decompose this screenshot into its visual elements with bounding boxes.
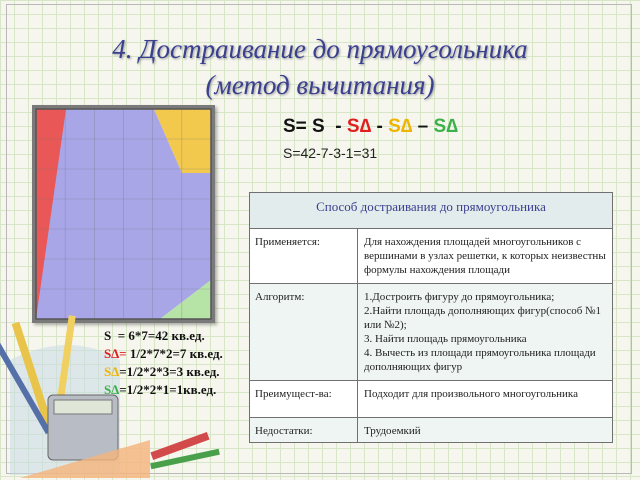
formula-part: – <box>412 116 434 137</box>
table-row-label: Преимущест-ва: <box>250 381 358 417</box>
table-row <box>250 381 612 418</box>
legend-symbol: S∆ <box>104 364 120 379</box>
slide-title-line2: (метод вычитания) <box>205 70 435 100</box>
legend-text: = 6*7=42 кв.ед. <box>114 328 205 343</box>
legend-item <box>104 327 223 345</box>
slide-title-line1: 4. Достраивание до прямоугольника <box>112 34 528 64</box>
algorithm-step: 2.Найти площадь дополняющих фигур(способ №1 или №2); <box>364 305 602 331</box>
legend-item <box>104 381 223 399</box>
algorithm-step: 1.Достроить фигуру до прямоугольника; <box>364 291 555 303</box>
formula-part-red: S∆ <box>346 116 372 137</box>
table-row-label: Применяется: <box>250 229 358 283</box>
legend-text: 1/2*7*2=7 кв.ед. <box>126 346 223 361</box>
table-row <box>250 284 612 381</box>
legend-text: =1/2*2*1=1кв.ед. <box>119 382 217 397</box>
formula-part: - <box>371 116 389 137</box>
grid-diagram-svg <box>32 105 215 323</box>
table-row <box>250 229 612 284</box>
table-header: Способ достраивания до прямоугольника <box>250 193 612 229</box>
legend-item <box>104 345 223 363</box>
table-row-value: Подходит для произвольного многоугольника <box>358 381 612 417</box>
formula-part-green: S∆ <box>433 116 458 137</box>
area-formula <box>283 116 458 138</box>
formula-part-yellow: S∆ <box>388 116 413 137</box>
table-row <box>250 418 612 442</box>
table-row-value: Для нахождения площадей многоугольников с вершинами в узлах решетки, к которых неизвестны формулы нахождения площади <box>358 229 612 283</box>
legend-symbol: S <box>104 328 115 343</box>
formula-part: S= S - <box>283 116 347 137</box>
legend-item <box>104 363 223 381</box>
formula-calculation: S=42-7-3-1=31 <box>283 145 378 161</box>
calculator-display-icon <box>54 400 112 414</box>
legend-text: =1/2*2*3=3 кв.ед. <box>119 364 220 379</box>
legend-symbol: S∆ <box>104 382 120 397</box>
area-legend <box>104 327 223 399</box>
legend-symbol: S∆= <box>104 346 127 361</box>
table-row-value <box>358 284 612 380</box>
table-row-label: Недостатки: <box>250 418 358 442</box>
grid-diagram <box>32 105 215 323</box>
table-row-value: Трудоемкий <box>358 418 612 442</box>
algorithm-step: 3. Найти площадь прямоугольника <box>364 333 527 345</box>
method-table <box>249 192 613 443</box>
table-row-label: Алгоритм: <box>250 284 358 380</box>
algorithm-step: 4. Вычесть из площади прямоугольника площади дополняющих фигур <box>364 347 596 373</box>
